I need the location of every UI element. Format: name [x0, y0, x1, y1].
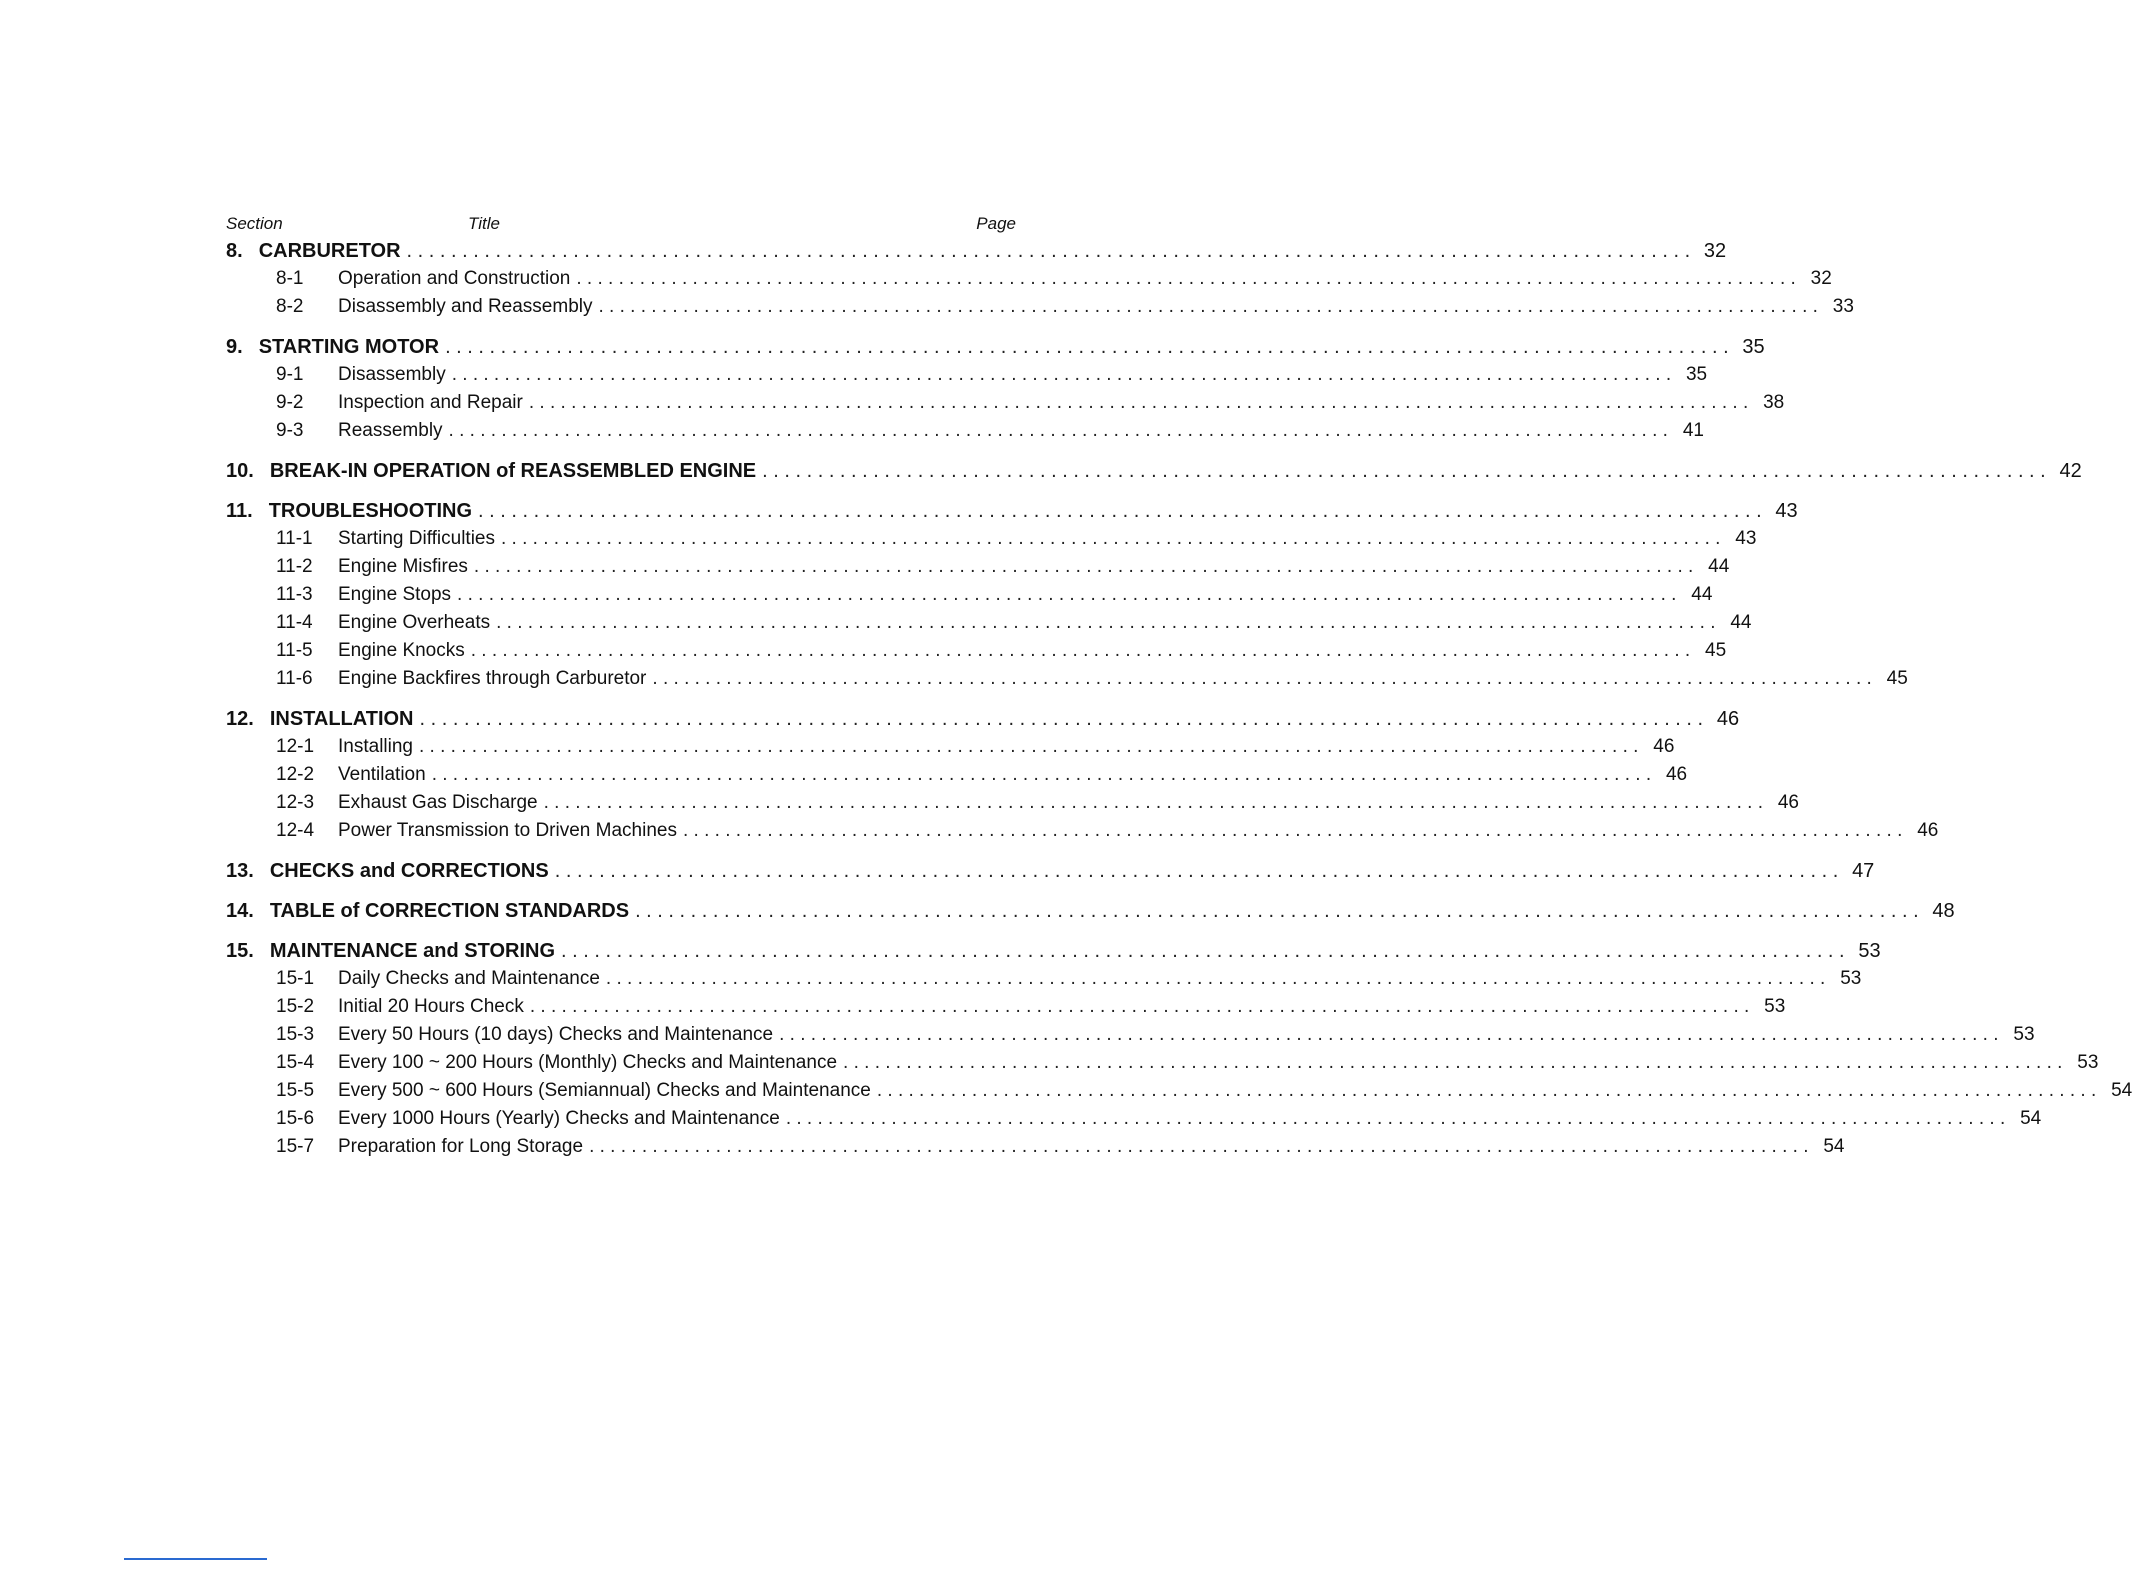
section-title: BREAK-IN OPERATION of REASSEMBLED ENGINE [269, 460, 757, 482]
subsection-number: 15-1 [276, 968, 315, 989]
toc-subsection-row [226, 1108, 2042, 1136]
toc-subsection-row [226, 420, 1704, 448]
toc-subsection-row [226, 1136, 1845, 1164]
section-title: STARTING MOTOR [258, 336, 440, 358]
subsection-number: 15-4 [276, 1052, 315, 1073]
subsection-page-number: 38 [1763, 392, 1785, 413]
dot-leader [496, 612, 1715, 634]
dot-leader [599, 296, 1818, 318]
subsection-page-number: 32 [1810, 268, 1832, 289]
toc-section-row [226, 336, 1765, 364]
toc-subsection-row [226, 1080, 2132, 1108]
subsection-page-number: 53 [1840, 968, 1862, 989]
subsection-number: 11-1 [276, 528, 313, 549]
subsection-title: Initial 20 Hours Check [338, 996, 524, 1017]
subsection-title: Reassembly [338, 420, 443, 441]
subsection-number: 9-3 [276, 420, 304, 441]
toc-section-row [226, 940, 1881, 968]
dot-leader [478, 500, 1762, 523]
subsection-page-number: 46 [1777, 792, 1799, 813]
subsection-number: 15-5 [276, 1080, 315, 1101]
subsection-page-number: 45 [1886, 668, 1908, 689]
subsection-title: Every 500 ~ 600 Hours (Semiannual) Checks and Maintenance [338, 1080, 871, 1101]
section-number: 15. [226, 940, 254, 962]
subsection-page-number: 53 [2013, 1024, 2035, 1045]
footnote-rule [124, 1558, 267, 1560]
dot-leader [561, 940, 1845, 963]
subsection-page-number: 44 [1691, 584, 1713, 605]
dot-leader [635, 900, 1919, 923]
toc-subsection-row [226, 792, 1799, 820]
toc-subsection-row [226, 268, 1832, 296]
header-page-label: Page [976, 214, 1016, 233]
section-title: TROUBLESHOOTING [268, 500, 473, 522]
toc-subsection-row [226, 612, 1752, 640]
subsection-title: Engine Backfires through Carburetor [338, 668, 647, 689]
subsection-number: 8-1 [276, 268, 304, 289]
dot-leader [474, 556, 1693, 578]
subsection-title: Preparation for Long Storage [338, 1136, 584, 1157]
toc-subsection-row [226, 1052, 2099, 1080]
subsection-title: Operation and Construction [338, 268, 571, 289]
section-page-number: 32 [1703, 240, 1727, 262]
subsection-title: Inspection and Repair [338, 392, 523, 413]
dot-leader [457, 584, 1676, 606]
subsection-number: 12-2 [276, 764, 315, 785]
section-page-number: 35 [1742, 336, 1765, 358]
section-number: 8. [226, 240, 243, 262]
section-title: CHECKS and CORRECTIONS [269, 860, 549, 882]
subsection-title: Engine Misfires [338, 556, 468, 577]
dot-leader [762, 460, 2046, 483]
subsection-title: Daily Checks and Maintenance [338, 968, 600, 989]
subsection-title: Disassembly [338, 364, 446, 385]
subsection-number: 9-2 [276, 392, 304, 413]
section-title: MAINTENANCE and STORING [269, 940, 556, 962]
subsection-title: Ventilation [338, 764, 426, 785]
subsection-number: 8-2 [276, 296, 304, 317]
subsection-number: 11-6 [276, 668, 313, 689]
dot-leader [432, 764, 1651, 786]
subsection-title: Disassembly and Reassembly [338, 296, 593, 317]
subsection-number: 12-4 [276, 820, 315, 841]
dot-leader [576, 268, 1795, 290]
toc-entries [226, 240, 2132, 1164]
subsection-number: 15-6 [276, 1108, 315, 1129]
subsection-page-number: 43 [1735, 528, 1757, 549]
subsection-title: Installing [338, 736, 413, 757]
subsection-page-number: 54 [2111, 1080, 2132, 1101]
subsection-number: 12-1 [276, 736, 315, 757]
subsection-title: Engine Knocks [338, 640, 465, 661]
toc-subsection-row [226, 820, 1939, 848]
subsection-page-number: 41 [1682, 420, 1704, 441]
subsection-number: 9-1 [276, 364, 304, 385]
dot-leader [530, 996, 1749, 1018]
subsection-number: 11-4 [276, 612, 313, 633]
section-page-number: 42 [2059, 460, 2082, 482]
section-page-number: 48 [1932, 900, 1955, 922]
subsection-title: Power Transmission to Driven Machines [338, 820, 677, 841]
toc-subsection-row [226, 736, 1675, 764]
subsection-page-number: 33 [1832, 296, 1854, 317]
subsection-page-number: 53 [1764, 996, 1786, 1017]
subsection-page-number: 54 [1823, 1136, 1845, 1157]
toc-subsection-row [226, 640, 1727, 668]
subsection-page-number: 44 [1708, 556, 1730, 577]
section-number: 13. [226, 860, 254, 882]
section-page-number: 47 [1852, 860, 1875, 882]
dot-leader [606, 968, 1825, 990]
dot-leader [786, 1108, 2005, 1130]
subsection-title: Every 50 Hours (10 days) Checks and Maintenance [338, 1024, 774, 1045]
subsection-page-number: 45 [1705, 640, 1727, 661]
dot-leader [501, 528, 1720, 550]
dot-leader [843, 1052, 2062, 1074]
section-page-number: 53 [1858, 940, 1881, 962]
table-of-contents [226, 210, 2132, 1164]
subsection-number: 11-5 [276, 640, 313, 661]
toc-subsection-row [226, 392, 1785, 420]
toc-section-row [226, 500, 1798, 528]
toc-section-row [226, 460, 2082, 488]
dot-leader [445, 336, 1729, 359]
subsection-page-number: 46 [1653, 736, 1675, 757]
toc-subsection-row [226, 968, 1862, 996]
subsection-title: Exhaust Gas Discharge [338, 792, 538, 813]
subsection-page-number: 44 [1730, 612, 1752, 633]
section-page-number: 46 [1716, 708, 1740, 730]
dot-leader [419, 736, 1638, 758]
section-title: INSTALLATION [269, 708, 414, 730]
subsection-page-number: 54 [2020, 1108, 2042, 1129]
dot-leader [652, 668, 1871, 690]
subsection-number: 11-3 [276, 584, 313, 605]
subsection-title: Every 100 ~ 200 Hours (Monthly) Checks and Maintenance [338, 1052, 838, 1073]
subsection-title: Every 1000 Hours (Yearly) Checks and Maintenance [338, 1108, 780, 1129]
toc-subsection-row [226, 296, 1854, 324]
toc-section-row [226, 708, 1740, 736]
toc-subsection-row [226, 996, 1786, 1024]
toc-subsection-row [226, 668, 1908, 696]
section-number: 10. [226, 460, 254, 482]
subsection-page-number: 46 [1917, 820, 1939, 841]
header-section-label: Section [226, 214, 283, 233]
dot-leader [555, 860, 1839, 883]
toc-subsection-row [226, 764, 1688, 792]
dot-leader [407, 240, 1691, 263]
dot-leader [471, 640, 1690, 662]
toc-section-row [226, 860, 1875, 888]
toc-subsection-row [226, 364, 1708, 392]
dot-leader [589, 1136, 1808, 1158]
dot-leader [779, 1024, 1998, 1046]
dot-leader [449, 420, 1668, 442]
subsection-page-number: 35 [1685, 364, 1708, 385]
toc-header [226, 210, 1016, 240]
section-number: 12. [226, 708, 254, 730]
subsection-number: 11-2 [276, 556, 313, 577]
subsection-title: Starting Difficulties [338, 528, 495, 549]
dot-leader [683, 820, 1902, 842]
subsection-number: 12-3 [276, 792, 315, 813]
subsection-title: Engine Overheats [338, 612, 491, 633]
subsection-title: Engine Stops [338, 584, 452, 605]
subsection-page-number: 53 [2077, 1052, 2099, 1073]
dot-leader [529, 392, 1748, 414]
section-number: 9. [226, 336, 243, 358]
section-number: 11. [226, 500, 253, 522]
subsection-page-number: 46 [1665, 764, 1688, 785]
section-title: CARBURETOR [258, 240, 401, 262]
toc-section-row [226, 900, 1955, 928]
dot-leader [420, 708, 1704, 731]
subsection-number: 15-3 [276, 1024, 315, 1045]
toc-subsection-row [226, 584, 1713, 612]
section-number: 14. [226, 900, 254, 922]
subsection-number: 15-7 [276, 1136, 315, 1157]
dot-leader [544, 792, 1763, 814]
toc-subsection-row [226, 528, 1757, 556]
section-title: TABLE of CORRECTION STANDARDS [269, 900, 630, 922]
section-page-number: 43 [1775, 500, 1798, 522]
header-title-label: Title [468, 214, 500, 233]
toc-section-row [226, 240, 1727, 268]
subsection-number: 15-2 [276, 996, 315, 1017]
toc-subsection-row [226, 1024, 2035, 1052]
dot-leader [452, 364, 1671, 386]
toc-subsection-row [226, 556, 1730, 584]
dot-leader [877, 1080, 2096, 1102]
